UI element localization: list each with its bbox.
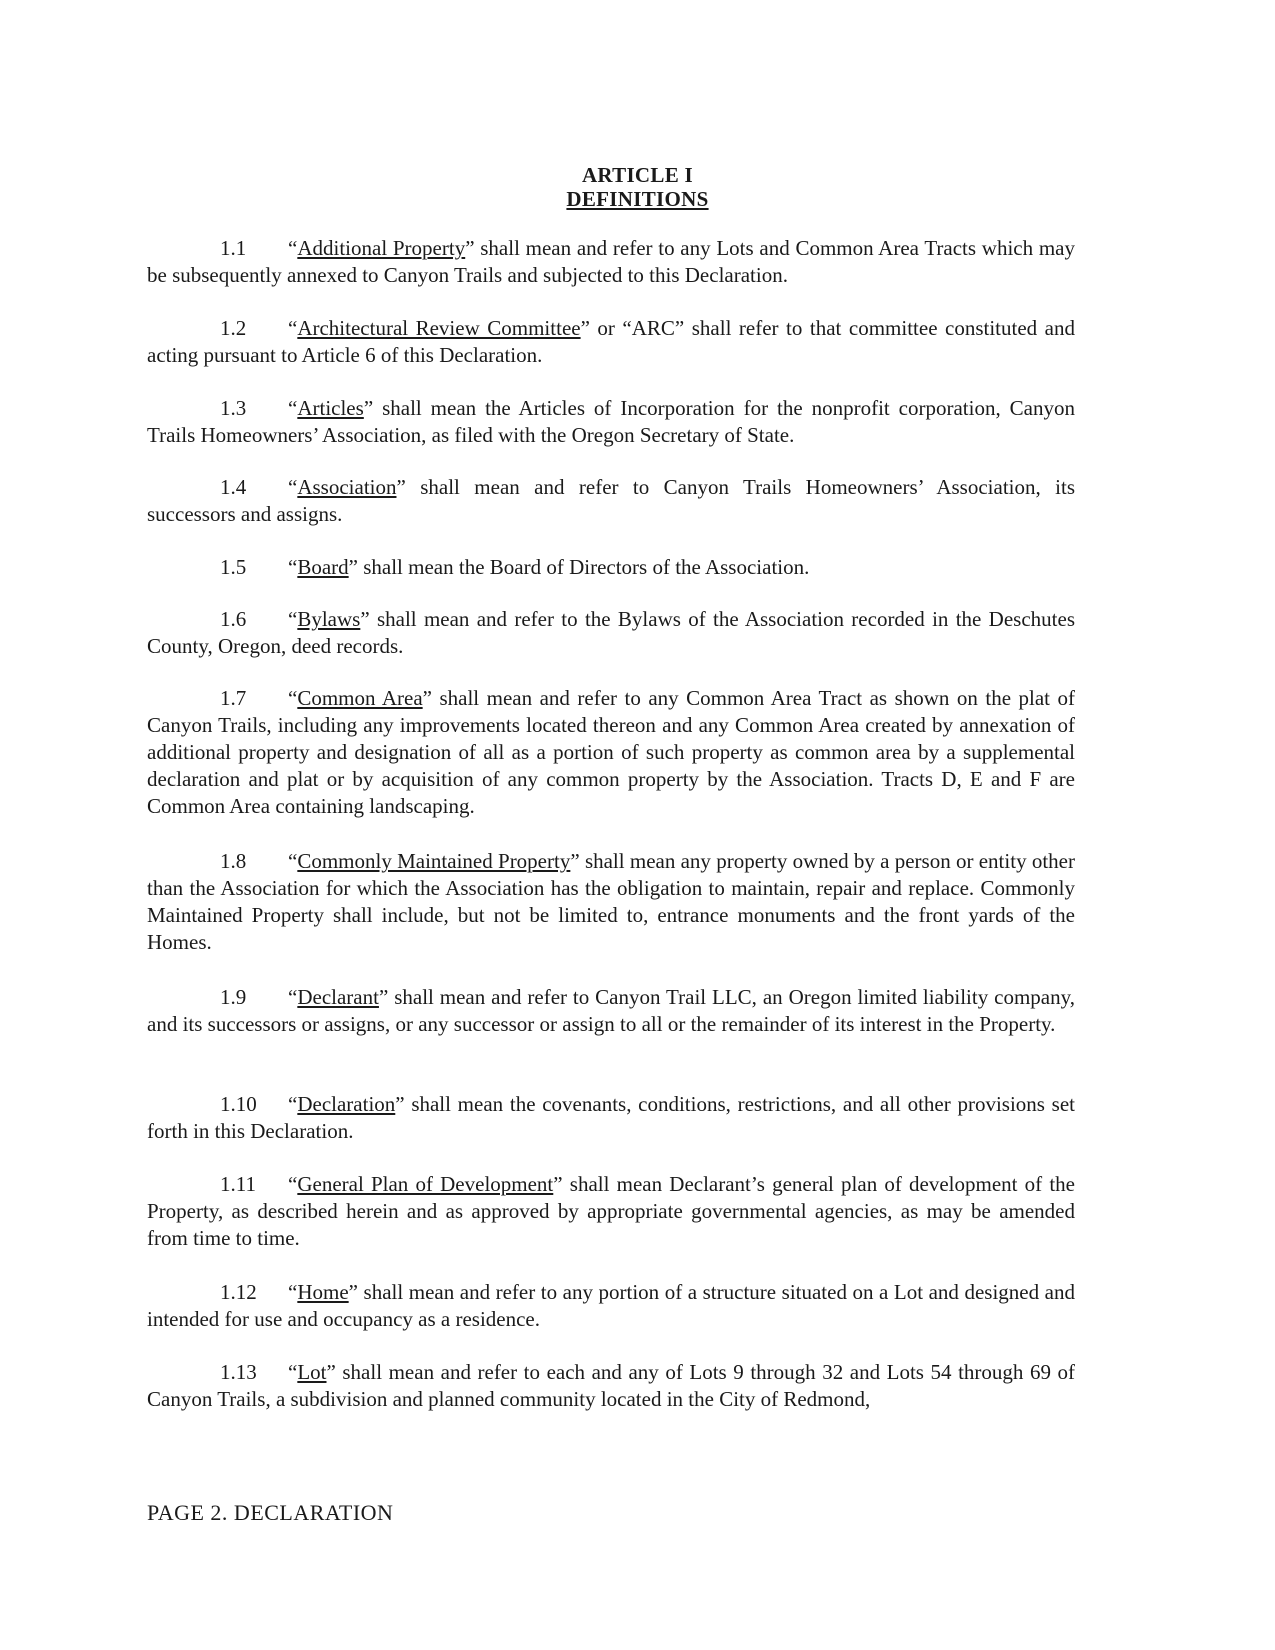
defined-term: General Plan of Development xyxy=(297,1172,554,1196)
section-number: 1.10 xyxy=(220,1092,257,1116)
open-quote: “ xyxy=(288,1280,298,1304)
definition-text: shall mean the Articles of Incorporation for the nonprofit corporation, Canyon Trails Homeowners’ Association, as filed with the Oregon Secretary of State. xyxy=(147,396,1075,447)
defined-term: Board xyxy=(297,555,349,579)
open-quote: “ xyxy=(288,396,298,420)
close-quote: ” xyxy=(465,236,475,260)
section-number: 1.2 xyxy=(220,316,247,340)
defined-term: Commonly Maintained Property xyxy=(297,849,571,873)
page-footer: PAGE 2. DECLARATION xyxy=(147,1500,394,1525)
defined-term: Declarant xyxy=(297,985,379,1009)
defined-term: Home xyxy=(297,1280,349,1304)
definition-1-4 xyxy=(147,474,1075,528)
section-number: 1.13 xyxy=(220,1360,257,1384)
section-number: 1.3 xyxy=(220,396,247,420)
defined-term: Articles xyxy=(297,396,364,420)
close-quote: ” xyxy=(580,316,590,340)
definition-1-1 xyxy=(147,235,1075,289)
defined-term: Declaration xyxy=(297,1092,396,1116)
open-quote: “ xyxy=(288,316,298,340)
section-number: 1.5 xyxy=(220,555,247,579)
close-quote: ” xyxy=(378,985,389,1009)
close-quote: ” xyxy=(422,686,432,710)
section-number: 1.8 xyxy=(220,849,247,873)
definition-text: shall mean the covenants, conditions, restrictions, and all other provisions set forth in this Declaration. xyxy=(147,1092,1075,1143)
section-number: 1.4 xyxy=(220,475,247,499)
open-quote: “ xyxy=(288,475,298,499)
section-number: 1.7 xyxy=(220,686,247,710)
definition-1-13 xyxy=(147,1359,1075,1413)
definition-1-2 xyxy=(147,315,1075,369)
section-number: 1.1 xyxy=(220,236,247,260)
section-number: 1.6 xyxy=(220,607,247,631)
definition-1-6 xyxy=(147,606,1075,660)
open-quote: “ xyxy=(288,686,298,710)
definition-text: shall mean and refer to any Lots and Common Area Tracts which may be subsequently annexed to Canyon Trails and subjected to this Declaration. xyxy=(147,236,1075,287)
definition-text: shall mean and refer to Canyon Trails Homeowners’ Association, its successors and assigns. xyxy=(147,475,1075,526)
definition-text: shall mean the Board of Directors of the Association. xyxy=(357,555,810,579)
definition-text: shall mean and refer to any portion of a structure situated on a Lot and designed and intended for use and occupancy as a residence. xyxy=(147,1280,1075,1331)
article-number: ARTICLE I xyxy=(581,163,694,187)
open-quote: “ xyxy=(288,236,298,260)
open-quote: “ xyxy=(288,1172,298,1196)
article-title: DEFINITIONS xyxy=(566,187,709,211)
defined-term: Lot xyxy=(297,1360,327,1384)
section-number: 1.9 xyxy=(220,985,247,1009)
close-quote: ” xyxy=(395,1092,405,1116)
close-quote: ” xyxy=(570,849,580,873)
defined-term: Additional Property xyxy=(297,236,466,260)
close-quote: ” xyxy=(348,555,358,579)
definition-text: or “ARC” shall refer to that committee constituted and acting pursuant to Article 6 of this Declaration. xyxy=(147,316,1076,367)
open-quote: “ xyxy=(288,1092,298,1116)
close-quote: ” xyxy=(553,1172,563,1196)
close-quote: ” xyxy=(360,607,370,631)
definition-1-5 xyxy=(147,554,1075,581)
definition-1-10 xyxy=(147,1091,1075,1145)
defined-term: Association xyxy=(297,475,397,499)
defined-term: Common Area xyxy=(297,686,423,710)
open-quote: “ xyxy=(288,607,298,631)
definition-1-7 xyxy=(147,685,1075,820)
definition-1-8 xyxy=(147,848,1075,956)
close-quote: ” xyxy=(363,396,374,420)
defined-term: Architectural Review Committee xyxy=(297,316,581,340)
definition-text: shall mean Declarant’s general plan of development of the Property, as described herein and as approved by appropriate governmental agencies, as may be amended from time to time. xyxy=(147,1172,1075,1250)
definition-1-9 xyxy=(147,984,1075,1038)
definition-text: shall mean any property owned by a person or entity other than the Association for which the Association has the obligation to maintain, repair and replace. Commonly Maintained Property shall include, but not be limited to, entrance monuments and the front yards of the Homes. xyxy=(147,849,1075,954)
definition-text: shall mean and refer to the Bylaws of the Association recorded in the Deschutes County, Oregon, deed records. xyxy=(147,607,1075,658)
defined-term: Bylaws xyxy=(297,607,361,631)
open-quote: “ xyxy=(288,555,298,579)
open-quote: “ xyxy=(288,985,298,1009)
close-quote: ” xyxy=(326,1360,336,1384)
section-number: 1.12 xyxy=(220,1280,257,1304)
definition-1-3 xyxy=(147,395,1075,449)
definition-1-12 xyxy=(147,1279,1075,1333)
open-quote: “ xyxy=(288,849,298,873)
definition-text: shall mean and refer to any Common Area Tract as shown on the plat of Canyon Trails, including any improvements located thereon and any Common Area created by annexation of additional property and designation of all as a portion of such property as common area by a supplemental declaration and plat or by acquisition of any common property by the Association. Tracts D, E and F are Common Area containing landscaping. xyxy=(147,686,1075,818)
close-quote: ” xyxy=(348,1280,358,1304)
close-quote: ” xyxy=(396,475,406,499)
definition-1-11 xyxy=(147,1171,1075,1252)
open-quote: “ xyxy=(288,1360,298,1384)
definition-text: shall mean and refer to Canyon Trail LLC, an Oregon limited liability company, and its successors or assigns, or any successor or assign to all or the remainder of its interest in the Property. xyxy=(147,985,1075,1036)
section-number: 1.11 xyxy=(220,1172,256,1196)
definition-text: shall mean and refer to each and any of Lots 9 through 32 and Lots 54 through 69 of Canyon Trails, a subdivision and planned community located in the City of Redmond, xyxy=(147,1360,1075,1411)
